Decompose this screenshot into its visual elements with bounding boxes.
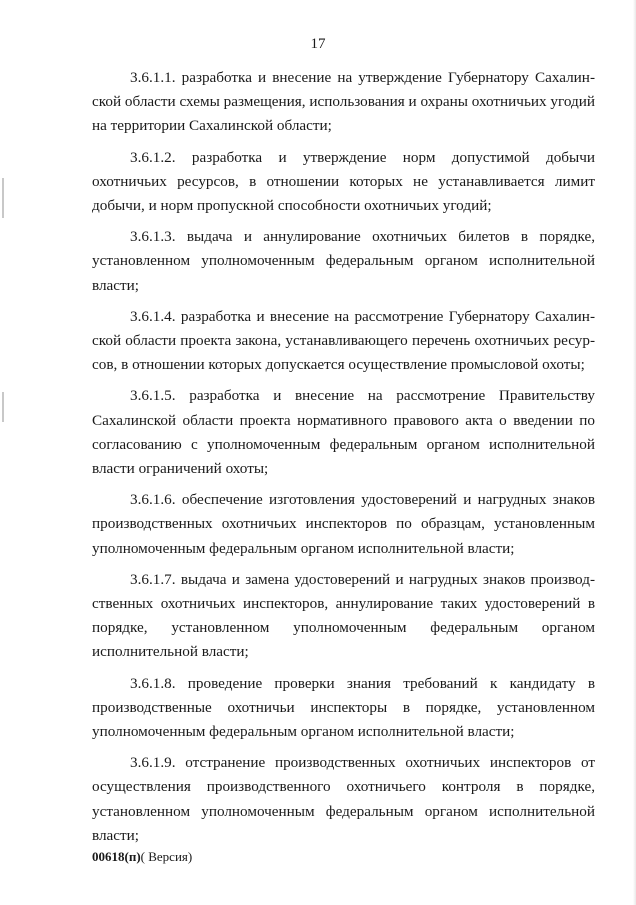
paragraph-3-6-1-1: 3.6.1.1. разработка и внесение на утверждение Губернатору Сахалинской области схемы размещения, использования и охраны охотничьих угодий на территории Сахалинской области;	[92, 69, 595, 135]
paragraph-3-6-1-3: 3.6.1.3. выдача и аннулирование охотничьих билетов в порядке, установленном уполномоченным федеральным органом исполнительной власти;	[92, 228, 595, 294]
scan-margin-mark	[2, 178, 4, 218]
paragraph-3-6-1-4: 3.6.1.4. разработка и внесение на рассмотрение Губернатору Сахалинской области проекта закона, устанавливающего перечень охотничьих ресурсов, в отношении которых допускается осуществление промысловой охоты;	[92, 307, 595, 374]
document-code: 00618(п)	[92, 849, 141, 864]
paragraph-3-6-1-6: 3.6.1.6. обеспечение изготовления удостоверений и нагрудных знаков производственных охотничьих инспекторов по образцам, установленным уполномоченным федеральным органом исполнительной власти;	[92, 491, 595, 557]
paragraph-3-6-1-2: 3.6.1.2. разработка и утверждение норм допустимой добычи охотничьих ресурсов, в отношении которых не устанавливается лимит добычи, и норм пропускной способности охотничьих угодий;	[92, 148, 595, 215]
document-body	[92, 66, 595, 855]
page-number: 17	[310, 36, 326, 52]
paragraph-3-6-1-7: 3.6.1.7. выдача и замена удостоверений и нагрудных знаков производственных охотничьих инспекторов, аннулирование таких удостоверений в порядке, установленном уполномоченным федеральным органом исполнительной власти;	[92, 570, 595, 661]
document-footer	[92, 849, 192, 865]
paragraph-3-6-1-8: 3.6.1.8. проведение проверки знания требований к кандидату в производственные охотничьи инспекторы в порядке, установленном уполномоченным федеральным органом исполнительной власти;	[92, 674, 595, 741]
scan-margin-mark	[2, 392, 4, 422]
paragraph-3-6-1-9: 3.6.1.9. отстранение производственных охотничьих инспекторов от осуществления производственного охотничьего контроля в порядке, установленном уполномоченным федеральным органом исполнительной власти;	[92, 754, 595, 844]
document-version: ( Версия)	[140, 849, 193, 864]
paragraph-3-6-1-5: 3.6.1.5. разработка и внесение на рассмотрение Правительству Сахалинской области проекта нормативного правового акта о введении по согласованию с уполномоченным федеральным органом исполнительной власти ограничений охоты;	[92, 387, 595, 478]
